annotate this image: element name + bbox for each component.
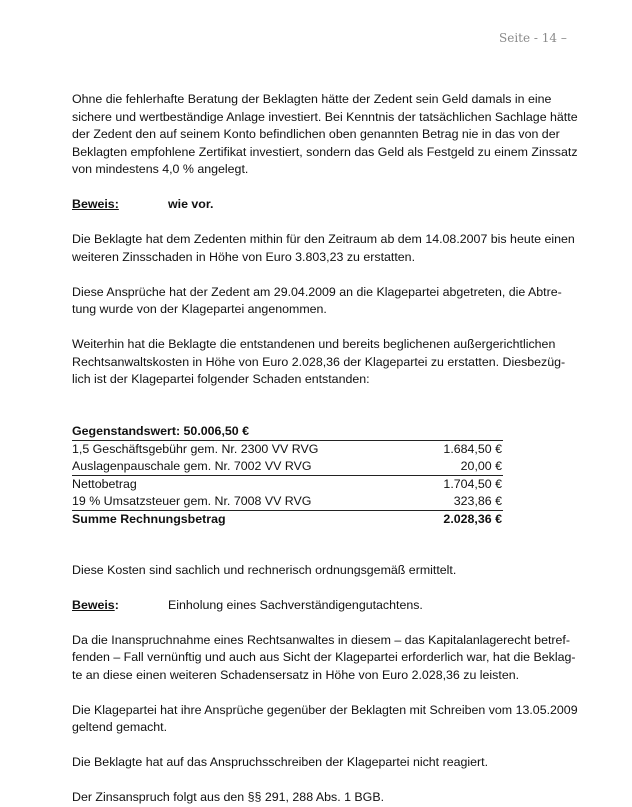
text-line: te an diese einen weiteren Schadensersatz in Höhe von Euro 2.028,36 zu leisten.	[72, 667, 520, 682]
cost-label: 19 % Umsatzsteuer gem. Nr. 7008 VV RVG	[72, 493, 312, 508]
text-line: Weiterhin hat die Beklagte die entstandenen und bereits beglichenen außergerichtlichen	[72, 337, 556, 351]
paragraph-legal-costs	[72, 336, 566, 389]
cost-table-wrapper	[72, 423, 502, 528]
evidence-colon: :	[114, 597, 119, 612]
table-row	[72, 493, 503, 511]
text-line: Die Beklagte hat auf das Anspruchsschreiben der Klagepartei nicht reagiert.	[72, 755, 489, 769]
paragraph-investment	[72, 91, 578, 179]
evidence-label: Beweis:	[72, 197, 119, 211]
paragraph-no-reaction	[72, 754, 502, 772]
text-line: Der Zinsanspruch folgt aus den §§ 291, 288 Abs. 1 BGB.	[72, 790, 385, 804]
text-line: tung wurde von der Klagepartei angenommen.	[72, 302, 327, 316]
cost-amount: 1.684,50 €	[443, 441, 502, 456]
text-line: lich ist der Klagepartei folgender Schaden entstanden:	[72, 372, 370, 386]
evidence-value: Einholung eines Sachverständigengutachtens.	[168, 597, 423, 612]
text-line: von mindestens 4,0 % angelegt.	[72, 162, 249, 176]
text-line: weiteren Zinsschaden in Höhe von Euro 3.803,23 zu erstatten.	[72, 249, 416, 264]
cost-label: Nettobetrag	[72, 475, 419, 493]
text-line: Die Beklagte hat dem Zedenten mithin für den Zeitraum ab dem 14.08.2007 bis heute einen	[72, 232, 575, 246]
total-label: Summe Rechnungsbetrag	[72, 510, 419, 528]
paragraph-assignment	[72, 284, 562, 319]
paragraph-interest-damage	[72, 231, 575, 266]
paragraph-lawyer-necessity	[72, 632, 576, 685]
cost-amount: 20,00 €	[460, 458, 502, 473]
cost-label: 1,5 Geschäftsgebühr gem. Nr. 2300 VV RVG	[72, 441, 319, 456]
text-line: Die Klagepartei hat ihre Ansprüche gegenüber der Beklagten mit Schreiben vom 13.05.2009	[72, 702, 578, 717]
cost-amount: 323,86 €	[453, 493, 502, 508]
paragraph-interest-claim	[72, 789, 502, 807]
object-value-heading: Gegenstandswert: 50.006,50 €	[72, 423, 503, 441]
text-line: Da die Inanspruchnahme eines Rechtsanwaltes in diesem – das Kapitalanlagerecht betref-	[72, 632, 570, 647]
evidence-label-wrapper	[72, 597, 168, 615]
cost-table-heading-row	[72, 423, 503, 441]
text-line: geltend gemacht.	[72, 720, 168, 734]
text-line: Diese Kosten sind sachlich und rechnerisch ordnungsgemäß ermittelt.	[72, 562, 457, 577]
text-line: fenden – Fall vernünftig und auch aus Sicht der Klagepartei erforderlich war, hat die Beklag-	[72, 650, 576, 664]
paragraph-costs-correct	[72, 562, 502, 580]
evidence-line-1	[72, 196, 502, 214]
evidence-value: wie vor.	[168, 197, 214, 211]
text-line: Ohne die fehlerhafte Beratung der Beklagten hätte der Zedent sein Geld damals in eine	[72, 92, 552, 106]
cost-label: Auslagenpauschale gem. Nr. 7002 VV RVG	[72, 458, 312, 473]
evidence-label: Beweis	[72, 597, 115, 612]
text-line: der Zedent den auf seinem Konto befindlichen oben genannten Betrag nie in das von der	[72, 127, 560, 141]
page-number-header: Seite - 14 –	[499, 31, 567, 45]
text-line: Beklagten empfohlene Zertifikat investiert, sondern das Geld als Festgeld zu einem Zinssatz	[72, 144, 578, 159]
paragraph-claims-asserted	[72, 702, 578, 737]
cost-table-total-row	[72, 510, 503, 528]
cost-table	[72, 423, 503, 528]
table-row	[72, 440, 503, 458]
cost-amount: 1.704,50 €	[419, 475, 503, 493]
text-line: Rechtsanwaltskosten in Höhe von Euro 2.028,36 der Klagepartei zu erstatten. Diesbezüg-	[72, 354, 566, 369]
text-line: sichere und wertbeständige Anlage investiert. Bei Kenntnis der tatsächlichen Sachlage hätte	[72, 109, 578, 124]
evidence-line-2	[72, 597, 502, 615]
text-line: Diese Ansprüche hat der Zedent am 29.04.2009 an die Klagepartei abgetreten, die Abtre-	[72, 284, 562, 299]
total-amount: 2.028,36 €	[419, 510, 503, 528]
table-row	[72, 458, 503, 476]
document-body	[72, 91, 578, 807]
table-row	[72, 475, 503, 493]
